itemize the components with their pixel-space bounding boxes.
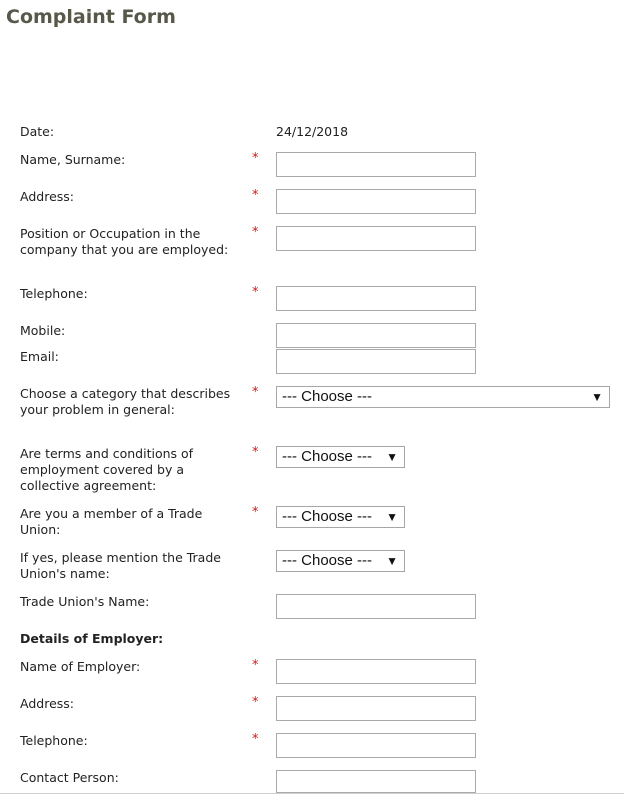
employer-address-required-mark: *	[252, 695, 259, 710]
address-input[interactable]	[276, 189, 476, 214]
name-label: Name, Surname:	[20, 152, 126, 167]
employer-telephone-required-mark: *	[252, 732, 259, 747]
employer-address-label: Address:	[20, 696, 74, 711]
position-input[interactable]	[276, 226, 476, 251]
telephone-input[interactable]	[276, 286, 476, 311]
page-bottom-divider	[0, 793, 624, 794]
chevron-down-icon: ▼	[386, 554, 398, 568]
category-select[interactable]	[276, 386, 610, 408]
email-input[interactable]	[276, 349, 476, 374]
employer-name-required-mark: *	[252, 658, 259, 673]
address-required-mark: *	[252, 188, 259, 203]
contact-person-input[interactable]	[276, 770, 476, 793]
category-label: Choose a category that describes your problem in general:	[20, 386, 231, 417]
terms-label: Are terms and conditions of employment covered by a collective agreement:	[20, 446, 194, 493]
employer-telephone-label: Telephone:	[20, 733, 88, 748]
category-required-mark: *	[252, 385, 259, 400]
member-select[interactable]	[276, 506, 405, 528]
position-label: Position or Occupation in the company that you are employed:	[20, 226, 229, 257]
member-label: Are you a member of a Trade Union:	[20, 506, 203, 537]
union-name-input[interactable]	[276, 594, 476, 619]
page-title: Complaint Form	[6, 6, 176, 28]
employer-name-input[interactable]	[276, 659, 476, 684]
name-input[interactable]	[276, 152, 476, 177]
terms-required-mark: *	[252, 445, 259, 460]
member-required-mark: *	[252, 505, 259, 520]
chevron-down-icon: ▼	[591, 390, 603, 404]
chevron-down-icon: ▼	[386, 450, 398, 464]
terms-select[interactable]	[276, 446, 405, 468]
employer-telephone-input[interactable]	[276, 733, 476, 758]
date-value: 24/12/2018	[276, 124, 349, 139]
mobile-input[interactable]	[276, 323, 476, 348]
telephone-label: Telephone:	[20, 286, 88, 301]
union-mention-select[interactable]	[276, 550, 405, 572]
chevron-down-icon: ▼	[386, 510, 398, 524]
terms-select-value: --- Choose ---	[282, 448, 373, 465]
employer-address-input[interactable]	[276, 696, 476, 721]
employer-name-label: Name of Employer:	[20, 659, 141, 674]
name-required-mark: *	[252, 151, 259, 166]
contact-person-label: Contact Person:	[20, 770, 119, 785]
category-select-value: --- Choose ---	[282, 388, 373, 405]
position-required-mark: *	[252, 225, 259, 240]
address-label: Address:	[20, 189, 74, 204]
employer-heading: Details of Employer:	[20, 631, 164, 646]
telephone-required-mark: *	[252, 285, 259, 300]
member-select-value: --- Choose ---	[282, 508, 373, 525]
mobile-label: Mobile:	[20, 323, 66, 338]
union-mention-select-value: --- Choose ---	[282, 552, 373, 569]
union-name-label: Trade Union's Name:	[20, 594, 150, 609]
date-label: Date:	[20, 124, 55, 139]
union-mention-label: If yes, please mention the Trade Union's name:	[20, 550, 221, 581]
email-label: Email:	[20, 349, 59, 364]
